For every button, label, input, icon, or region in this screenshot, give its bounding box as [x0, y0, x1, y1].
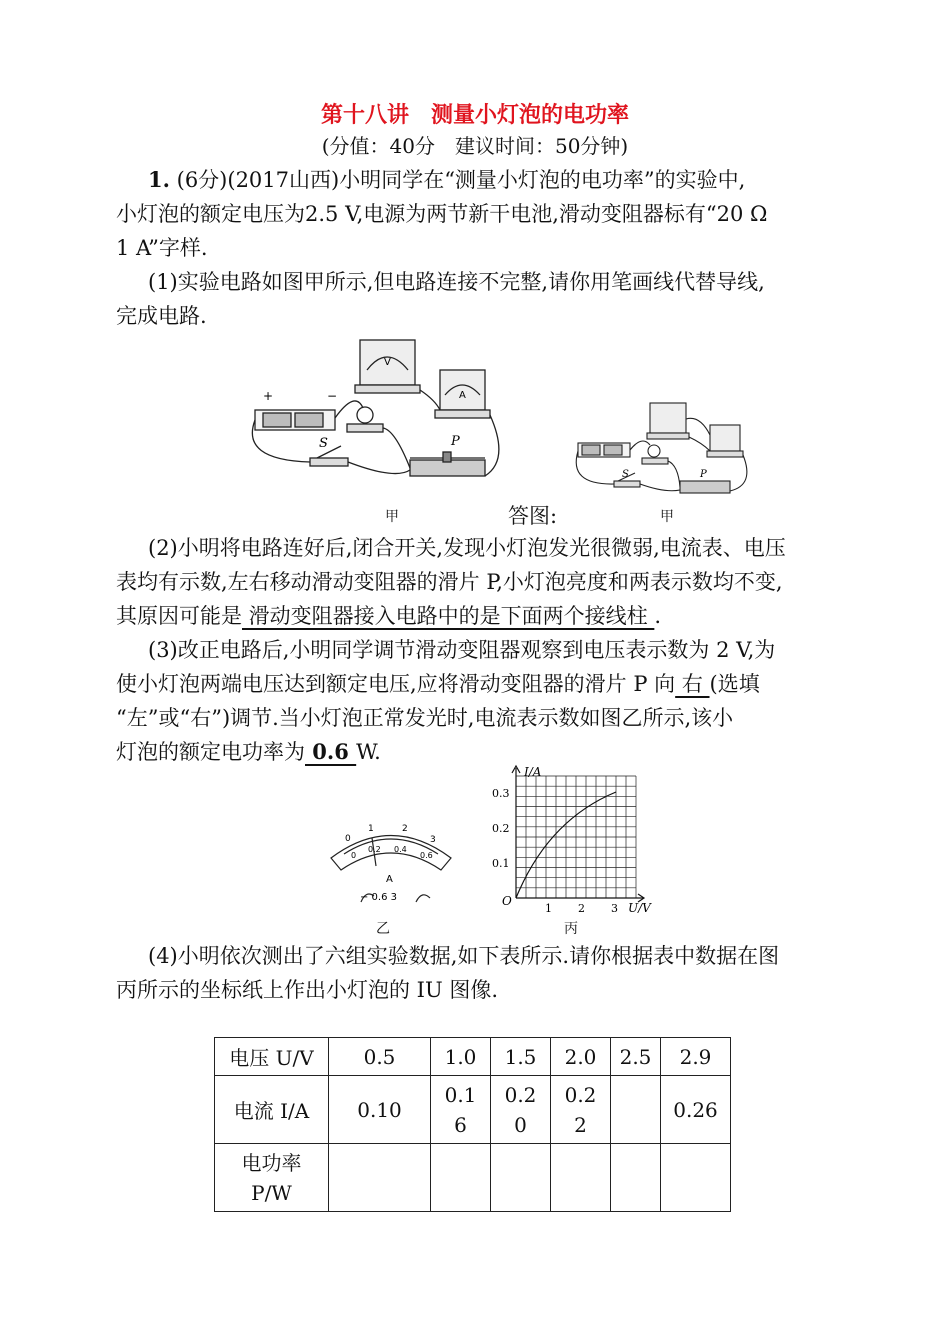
- part1-line1: (1)实验电路如图甲所示,但电路连接不完整,请你用笔画线代替导线,: [148, 270, 765, 294]
- ammeter-figure: [326, 818, 456, 918]
- part2-line1: (2)小明将电路连好后,闭合开关,发现小灯泡发光很微弱,电流表、电压: [148, 536, 786, 560]
- q1-line2: 小灯泡的额定电压为2.5 V,电源为两节新干电池,滑动变阻器标有“20 Ω: [116, 202, 768, 226]
- table-cell: [431, 1144, 491, 1212]
- graph-ytick-3: 0.3: [492, 787, 510, 800]
- ammeter-top-2: 2: [402, 824, 408, 834]
- part3-line4-prefix: 灯泡的额定电功率为: [116, 740, 305, 764]
- switch-label: S: [319, 436, 328, 451]
- table-row-power: [215, 1144, 731, 1212]
- figure-left-caption: 甲: [385, 509, 399, 525]
- ammeter-top-3: 3: [430, 835, 436, 845]
- part2-line3-prefix: 其原因可能是: [116, 604, 242, 628]
- ammeter-top-1: 1: [368, 824, 374, 834]
- graph-grid: [516, 776, 636, 898]
- part2-line3-suffix: .: [654, 604, 662, 628]
- ammeter-bottom-3: 0.6: [420, 851, 433, 860]
- slider-label: P: [451, 434, 460, 449]
- table-cell: [661, 1144, 731, 1212]
- part3-line3: “左”或“右”)调节.当小灯泡正常发光时,电流表示数如图乙所示,该小: [116, 706, 734, 730]
- graph-caption: 丙: [564, 921, 578, 937]
- graph-xtick-1: 1: [545, 902, 552, 915]
- circuit-figure-left: [245, 330, 515, 515]
- ammeter-label: A: [459, 390, 466, 401]
- ammeter-bottom-0: 0: [351, 851, 357, 860]
- ammeter-unit: A: [386, 874, 393, 885]
- part4-line2: 丙所示的坐标纸上作出小灯泡的 IU 图像.: [116, 978, 499, 1002]
- graph-xtick-2: 2: [578, 902, 585, 915]
- table-cell: [329, 1144, 431, 1212]
- part3-line2: [116, 670, 760, 698]
- table-row-current: [215, 1076, 731, 1144]
- table-cell: [611, 1144, 661, 1212]
- part2-line2: 表均有示数,左右移动滑动变阻器的滑片 P,小灯泡亮度和两表示数均不变,: [116, 570, 783, 594]
- table-cell: 2.9: [661, 1038, 731, 1076]
- figure-right-caption: 甲: [660, 509, 674, 525]
- ammeter-terminals: − 0.6 3: [360, 892, 398, 903]
- battery-plus: +: [263, 389, 274, 403]
- switch-label-right: S: [622, 469, 629, 480]
- q1-line3: 1 A”字样.: [116, 236, 208, 260]
- part3-answer-direction: 右: [675, 672, 710, 696]
- table-cell: [611, 1076, 661, 1144]
- table-cell: 0.2 2: [551, 1076, 611, 1144]
- slider-label-right: P: [700, 469, 707, 480]
- table-row-label: 电流 I/A: [215, 1076, 329, 1144]
- table-cell: 2.0: [551, 1038, 611, 1076]
- battery-minus: −: [327, 389, 338, 403]
- table-row-label: 电功率 P/W: [215, 1144, 329, 1212]
- table-cell: [491, 1144, 551, 1212]
- part3-line2-prefix: 使小灯泡两端电压达到额定电压,应将滑动变阻器的滑片 P 向: [116, 672, 676, 696]
- part4-line1: (4)小明依次测出了六组实验数据,如下表所示.请你根据表中数据在图: [148, 944, 780, 968]
- part2-line3: [116, 602, 661, 630]
- page-subtitle: (分值：40分 建议时间：50分钟): [321, 134, 629, 158]
- ammeter-caption: 乙: [376, 921, 390, 937]
- q1-number: 1.: [148, 167, 170, 192]
- table-cell: 2.5: [611, 1038, 661, 1076]
- graph-ytick-2: 0.2: [492, 822, 510, 835]
- part3-line4: [116, 738, 381, 766]
- table-row-voltage: [215, 1038, 731, 1076]
- part3-line4-suffix: W.: [356, 740, 381, 764]
- table-cell: 0.2 0: [491, 1076, 551, 1144]
- table-cell: 0.5: [329, 1038, 431, 1076]
- part2-answer: 滑动变阻器接入电路中的是下面两个接线柱: [242, 604, 655, 628]
- iu-graph-figure: [488, 760, 658, 920]
- part3-answer-power: 0.6: [305, 739, 357, 764]
- table-cell: [551, 1144, 611, 1212]
- q1-text-1: (6分)(2017山西)小明同学在“测量小灯泡的电功率”的实验中,: [176, 168, 746, 192]
- ammeter-bottom-1: 0.2: [368, 845, 381, 854]
- table-cell: 0.10: [329, 1076, 431, 1144]
- data-table: [214, 1037, 731, 1212]
- graph-origin: O: [502, 894, 512, 908]
- page-title: 第十八讲 测量小灯泡的电功率: [320, 102, 629, 128]
- graph-xtick-3: 3: [611, 902, 618, 915]
- part3-line1: (3)改正电路后,小明同学调节滑动变阻器观察到电压表示数为 2 V,为: [148, 638, 776, 662]
- voltmeter-label: V: [384, 357, 391, 368]
- graph-xlabel: U/V: [628, 901, 651, 915]
- ammeter-top-0: 0: [345, 834, 351, 844]
- circuit-figure-right: [570, 395, 760, 505]
- answer-figure-label: 答图:: [508, 504, 558, 528]
- graph-ylabel: I/A: [524, 765, 542, 779]
- part3-line2-suffix: (选填: [709, 672, 760, 696]
- table-cell: 0.26: [661, 1076, 731, 1144]
- part1-line2: 完成电路.: [116, 304, 207, 328]
- table-cell: 1.5: [491, 1038, 551, 1076]
- q1-line1: [148, 166, 745, 194]
- graph-ytick-1: 0.1: [492, 857, 510, 870]
- table-cell: 1.0: [431, 1038, 491, 1076]
- table-row-label: 电压 U/V: [215, 1038, 329, 1076]
- table-cell: 0.1 6: [431, 1076, 491, 1144]
- ammeter-bottom-2: 0.4: [394, 845, 407, 854]
